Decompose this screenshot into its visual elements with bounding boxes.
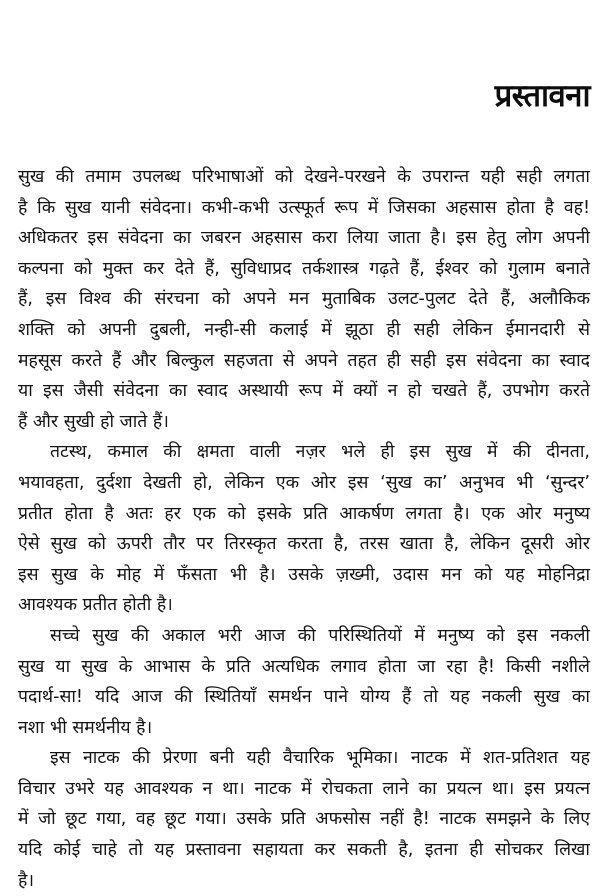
text-line: पदार्थ-सा! यदि आज की स्थितियाँ समर्थन पाने योग्य हैं तो यह नकली सुख का: [18, 687, 590, 708]
text-line: विचार उभरे यह आवश्यक न था। नाटक में रोचकता लाने का प्रयत्न था। इस प्रयत्न: [18, 778, 590, 799]
text-line: सुख की तमाम उपलब्ध परिभाषाओं को देखने-परखने के उपरान्त यही सही लगता: [18, 167, 590, 187]
text-line: शक्ति को अपनी दुबली, नन्ही-सी कलाई में झूठा ही सही लेकिन ईमानदारी से: [18, 319, 590, 340]
text-line: भयावहता, दुर्दशा देखती हो, लेकिन एक ओर इस ‘सुख का’ अनुभव भी ‘सुन्दर’: [18, 472, 590, 493]
text-line: अधिकतर इस संवेदना का जबरन अहसास करा लिया जाता है। इस हेतु लोग अपनी: [18, 228, 590, 249]
text-line: या इस जैसी संवेदना का स्वाद अस्थायी रूप में क्यों न हो चखते हैं, उपभोग करते: [18, 381, 590, 402]
text-line: सुख या सुख के आभास के प्रति अत्यधिक लगाव होता जा रहा है! किसी नशीले: [18, 656, 590, 677]
text-line: ऐसे सुख को ऊपरी तौर पर तिरस्कृत करता है, तरस खाता है, लेकिन दूसरी ओर: [18, 534, 590, 555]
paragraph-3: [18, 621, 590, 743]
text-line: हैं और सुखी हो जाते हैं।: [18, 411, 169, 432]
page-title: प्रस्तावना: [494, 78, 590, 114]
text-line: महसूस करते हैं और बिल्कुल सहजता से अपने तहत ही सही इस संवेदना का स्वाद: [18, 350, 590, 371]
text-line: है।: [18, 870, 35, 891]
text-line: नशा भी समर्थनीय है।: [18, 717, 153, 738]
body-text: [18, 162, 590, 896]
text-line: आवश्यक प्रतीत होती है।: [18, 595, 173, 616]
text-line: कल्पना को मुक्त कर देते हैं, सुविधाप्रद तर्कशास्त्र गढ़ते हैं, ईश्वर को गुलाम बनाते: [18, 258, 590, 279]
text-line: इस नाटक की प्रेरणा बनी यही वैचारिक भूमिका। नाटक में शत-प्रतिशत यह: [50, 748, 590, 769]
text-line: में जो छूट गया, वह छूट गया। उसके प्रति अफसोस नहीं है! नाटक समझने के लिए: [18, 809, 590, 830]
text-line: हैं, इस विश्व की संरचना को अपने मन मुताबिक उलट-पुलट देते हैं, अलौकिक: [18, 289, 590, 310]
text-line: तटस्थ, कमाल की क्षमता वाली नज़र भले ही इस सुख में की दीनता,: [50, 442, 590, 463]
text-line: है कि सुख यानी संवेदना। कभी-कभी उत्स्फूर्त रूप में जिसका अहसास होता है वह!: [18, 197, 590, 218]
text-line: प्रतीत होता है अतः हर एक को इसके प्रति आकर्षण लगता है। एक ओर मनुष्य: [18, 503, 590, 524]
text-line: सच्चे सुख की अकाल भरी आज की परिस्थितियों में मनुष्य को इस नकली: [50, 625, 590, 646]
text-line: यदि कोई चाहे तो यह प्रस्तावना सहायता कर सकती है, इतना ही सोचकर लिखा: [18, 840, 590, 861]
paragraph-4: [18, 743, 590, 896]
paragraph-2: [18, 437, 590, 621]
paragraph-1: [18, 162, 590, 437]
text-line: इस सुख के मोह में फँसता भी है। उसके ज़ख्मी, उदास मन को यह मोहनिद्रा: [18, 564, 590, 585]
